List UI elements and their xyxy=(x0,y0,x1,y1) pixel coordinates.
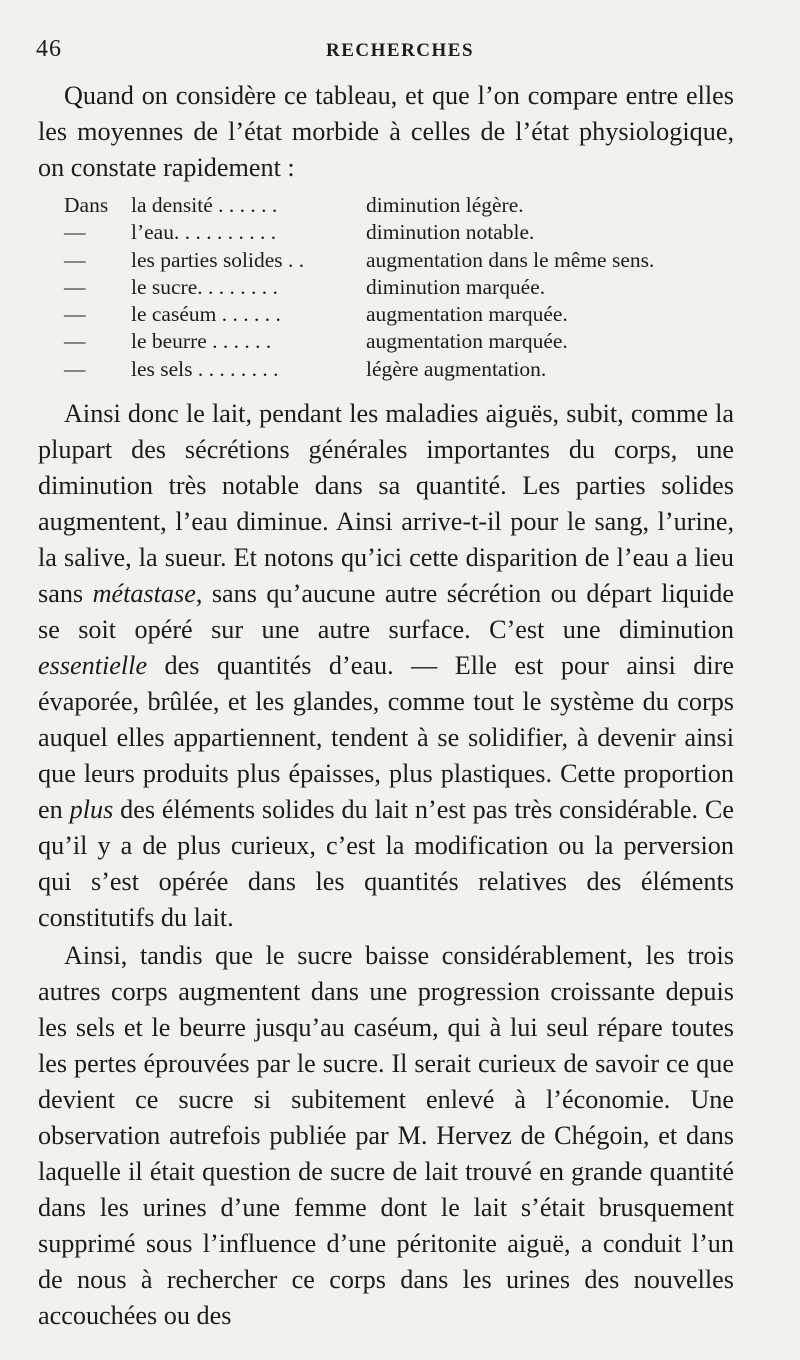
text-run: des quantités d’eau. — Elle est pour ainsi dire évaporée, brûlée, et les glandes, comme tout le système du corps auquel elles appartiennent, tendent à se solidifier, à devenir ainsi que leurs produits plus épaisses, plus plastiques. Cette proportion en xyxy=(38,651,734,824)
italic-term: essentielle xyxy=(38,651,148,680)
table-row xyxy=(64,274,734,301)
table-row xyxy=(64,301,734,328)
table-row xyxy=(64,219,734,246)
row-item: le beurre . . . . . . xyxy=(131,329,272,354)
paragraph-2-text xyxy=(38,396,734,936)
row-prefix: — xyxy=(64,356,86,381)
table-row xyxy=(64,328,734,355)
intro-text: Quand on considère ce tableau, et que l’on compare entre elles les moyennes de l’état morbide à celles de l’état physiologique, on constate rapidement : xyxy=(38,81,734,182)
row-item: les parties solides . . xyxy=(131,247,305,272)
row-item: les sels . . . . . . . . xyxy=(131,356,279,381)
text-run: des éléments solides du lait n’est pas très considérable. Ce qu’il y a de plus curieux, c’est la modification ou la perversion qui s’est opérée dans les quantités relatives des éléments constitutifs du lait. xyxy=(38,795,735,932)
page-header xyxy=(36,36,730,70)
row-result: augmentation marquée. xyxy=(366,302,568,327)
row-prefix: — xyxy=(64,220,86,245)
paragraph-3 xyxy=(38,938,734,1334)
row-prefix: — xyxy=(64,329,86,354)
row-item: l’eau. . . . . . . . . . xyxy=(131,220,277,245)
row-prefix: — xyxy=(64,274,86,299)
table-row xyxy=(64,247,734,274)
page-number: 46 xyxy=(36,36,62,62)
italic-term: métastase xyxy=(92,579,196,608)
intro-paragraph xyxy=(38,78,734,186)
row-result: légère augmentation. xyxy=(366,356,547,381)
row-result: diminution marquée. xyxy=(366,274,546,299)
row-prefix: Dans xyxy=(64,193,109,217)
text-run: Ainsi donc le lait, pendant les maladies aiguës, subit, comme la plupart des sécrétions générales importantes du corps, une diminution très notable dans sa quantité. Les parties solides augmentent, l’eau diminue. Ainsi arrive-t-il pour le sang, l’urine, la salive, la sueur. Et notons qu’ici cette disparition de l’eau a lieu sans xyxy=(38,399,734,608)
text-run: , sans qu’aucune autre sécrétion ou départ liquide se soit opéré sur une autre surface. C’est une diminution xyxy=(38,579,734,644)
row-result: augmentation marquée. xyxy=(366,329,568,354)
row-result: augmentation dans le même sens. xyxy=(366,247,655,272)
paragraph-2 xyxy=(38,396,734,936)
running-head: RECHERCHES xyxy=(326,40,475,61)
row-result: diminution légère. xyxy=(366,193,524,217)
italic-term: plus xyxy=(69,795,114,824)
row-prefix: — xyxy=(64,302,86,327)
row-item: le caséum . . . . . . xyxy=(131,302,281,327)
table-row xyxy=(64,192,734,219)
row-item: le sucre. . . . . . . . xyxy=(131,274,278,299)
comparison-table xyxy=(64,192,734,383)
row-prefix: — xyxy=(64,247,86,272)
paragraph-3-text: Ainsi, tandis que le sucre baisse considérablement, les trois autres corps augmentent dans une progression croissante depuis les sels et le beurre jusqu’au caséum, qui à lui seul répare toutes les pertes éprouvées par le sucre. Il serait curieux de savoir ce que devient ce sucre si subitement enlevé à l’économie. Une observation autrefois publiée par M. Hervez de Chégoin, et dans laquelle il était question de sucre de lait trouvé en grande quantité dans les urines d’une femme dont le lait s’était brusquement supprimé sous l’influence d’une péritonite aiguë, a conduit l’un de nous à rechercher ce corps dans les urines des nouvelles accouchées ou des xyxy=(38,941,734,1330)
table-row xyxy=(64,356,734,383)
row-result: diminution notable. xyxy=(366,220,535,245)
row-item: la densité . . . . . . xyxy=(131,193,278,217)
